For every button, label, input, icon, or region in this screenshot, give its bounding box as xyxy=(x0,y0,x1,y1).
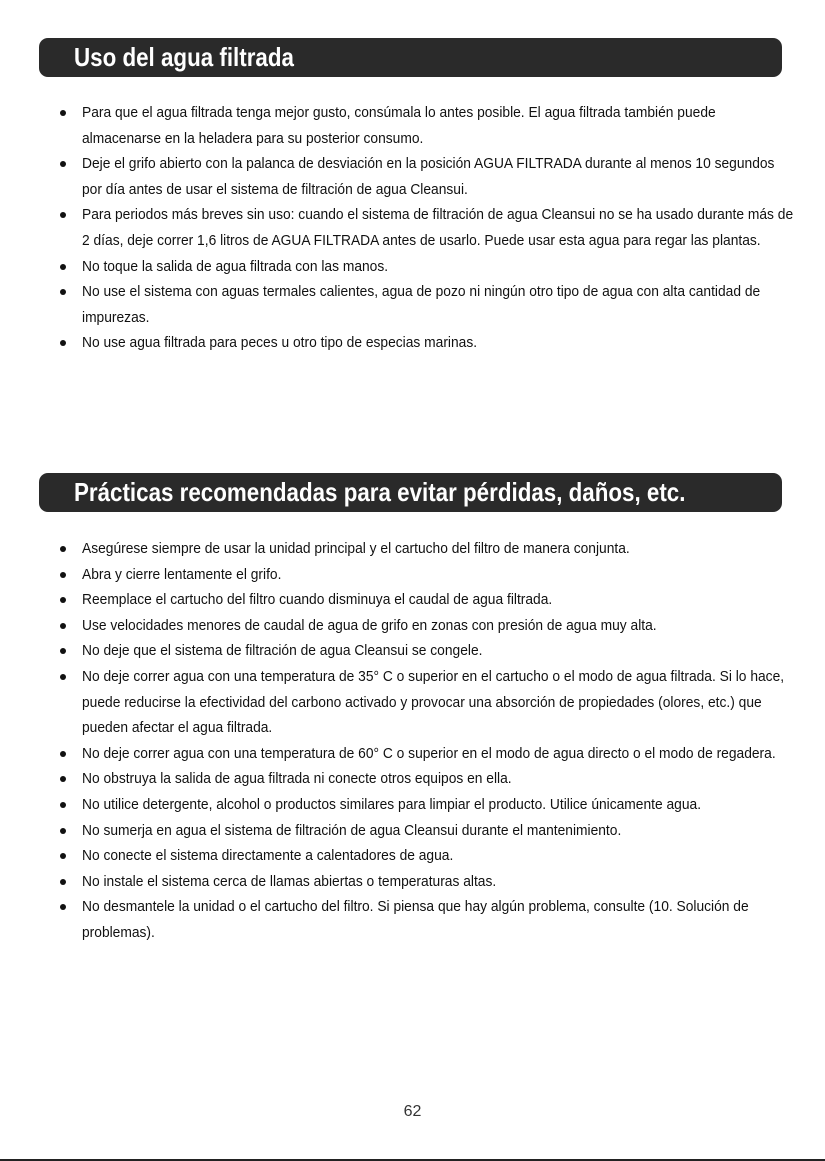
list-item: No use el sistema con aguas termales calientes, agua de pozo ni ningún otro tipo de agua con alta cantidad de impurezas. xyxy=(58,279,798,330)
list-item: No deje que el sistema de filtración de agua Cleansui se congele. xyxy=(58,638,798,664)
bullet-icon xyxy=(60,802,66,808)
bullet-icon xyxy=(60,853,66,859)
bullet-icon xyxy=(60,597,66,603)
list-item: No obstruya la salida de agua filtrada ni conecte otros equipos en ella. xyxy=(58,766,798,792)
list-item: Reemplace el cartucho del filtro cuando disminuya el caudal de agua filtrada. xyxy=(58,587,798,613)
bullet-icon xyxy=(60,212,66,218)
list-item: No utilice detergente, alcohol o productos similares para limpiar el producto. Utilice únicamente agua. xyxy=(58,792,798,818)
section-title: Uso del agua filtrada xyxy=(74,42,294,72)
bullet-icon xyxy=(60,340,66,346)
bullet-icon xyxy=(60,776,66,782)
list-item: No desmantele la unidad o el cartucho del filtro. Si piensa que hay algún problema, consulte (10. Solución de problemas). xyxy=(58,894,798,945)
list-item: No deje correr agua con una temperatura de 35° C o superior en el cartucho o el modo de agua filtrada. Si lo hace, puede reducirse la efectividad del carbono activado y provocar una absorción de propiedades (olores, etc.) que pueden afectar el agua filtrada. xyxy=(58,664,798,741)
bullet-icon xyxy=(60,546,66,552)
bullet-icon xyxy=(60,904,66,910)
list-item: No toque la salida de agua filtrada con las manos. xyxy=(58,254,798,280)
bullet-icon xyxy=(60,751,66,757)
page-number: 62 xyxy=(403,1103,422,1120)
filtered-water-list xyxy=(58,100,798,356)
list-item: Para que el agua filtrada tenga mejor gusto, consúmala lo antes posible. El agua filtrada también puede almacenarse en la heladera para su posterior consumo. xyxy=(58,100,798,151)
bullet-icon xyxy=(60,161,66,167)
list-item: No sumerja en agua el sistema de filtración de agua Cleansui durante el mantenimiento. xyxy=(58,818,798,844)
bullet-icon xyxy=(60,110,66,116)
bullet-icon xyxy=(60,674,66,680)
list-item: No use agua filtrada para peces u otro tipo de especias marinas. xyxy=(58,330,798,356)
section-header-recommended-practices xyxy=(39,473,782,512)
list-item: Para periodos más breves sin uso: cuando el sistema de filtración de agua Cleansui no se ha usado durante más de 2 días, deje correr 1,6 litros de AGUA FILTRADA antes de usarlo. Puede usar esta agua para regar las plantas. xyxy=(58,202,798,253)
bullet-icon xyxy=(60,264,66,270)
bullet-icon xyxy=(60,879,66,885)
list-item: No conecte el sistema directamente a calentadores de agua. xyxy=(58,843,798,869)
list-item: Abra y cierre lentamente el grifo. xyxy=(58,562,798,588)
bullet-icon xyxy=(60,572,66,578)
list-item: No deje correr agua con una temperatura de 60° C o superior en el modo de agua directo o el modo de regadera. xyxy=(58,741,798,767)
bullet-icon xyxy=(60,648,66,654)
list-item: Deje el grifo abierto con la palanca de desviación en la posición AGUA FILTRADA durante al menos 10 segundos por día antes de usar el sistema de filtración de agua Cleansui. xyxy=(58,151,798,202)
list-item: Use velocidades menores de caudal de agua de grifo en zonas con presión de agua muy alta. xyxy=(58,613,798,639)
bullet-icon xyxy=(60,828,66,834)
bullet-icon xyxy=(60,623,66,629)
list-item: No instale el sistema cerca de llamas abiertas o temperaturas altas. xyxy=(58,869,798,895)
list-item: Asegúrese siempre de usar la unidad principal y el cartucho del filtro de manera conjunta. xyxy=(58,536,798,562)
bullet-icon xyxy=(60,289,66,295)
section-title: Prácticas recomendadas para evitar pérdidas, daños, etc. xyxy=(74,477,686,507)
section-header-filtered-water xyxy=(39,38,782,77)
recommended-practices-list xyxy=(58,536,798,946)
